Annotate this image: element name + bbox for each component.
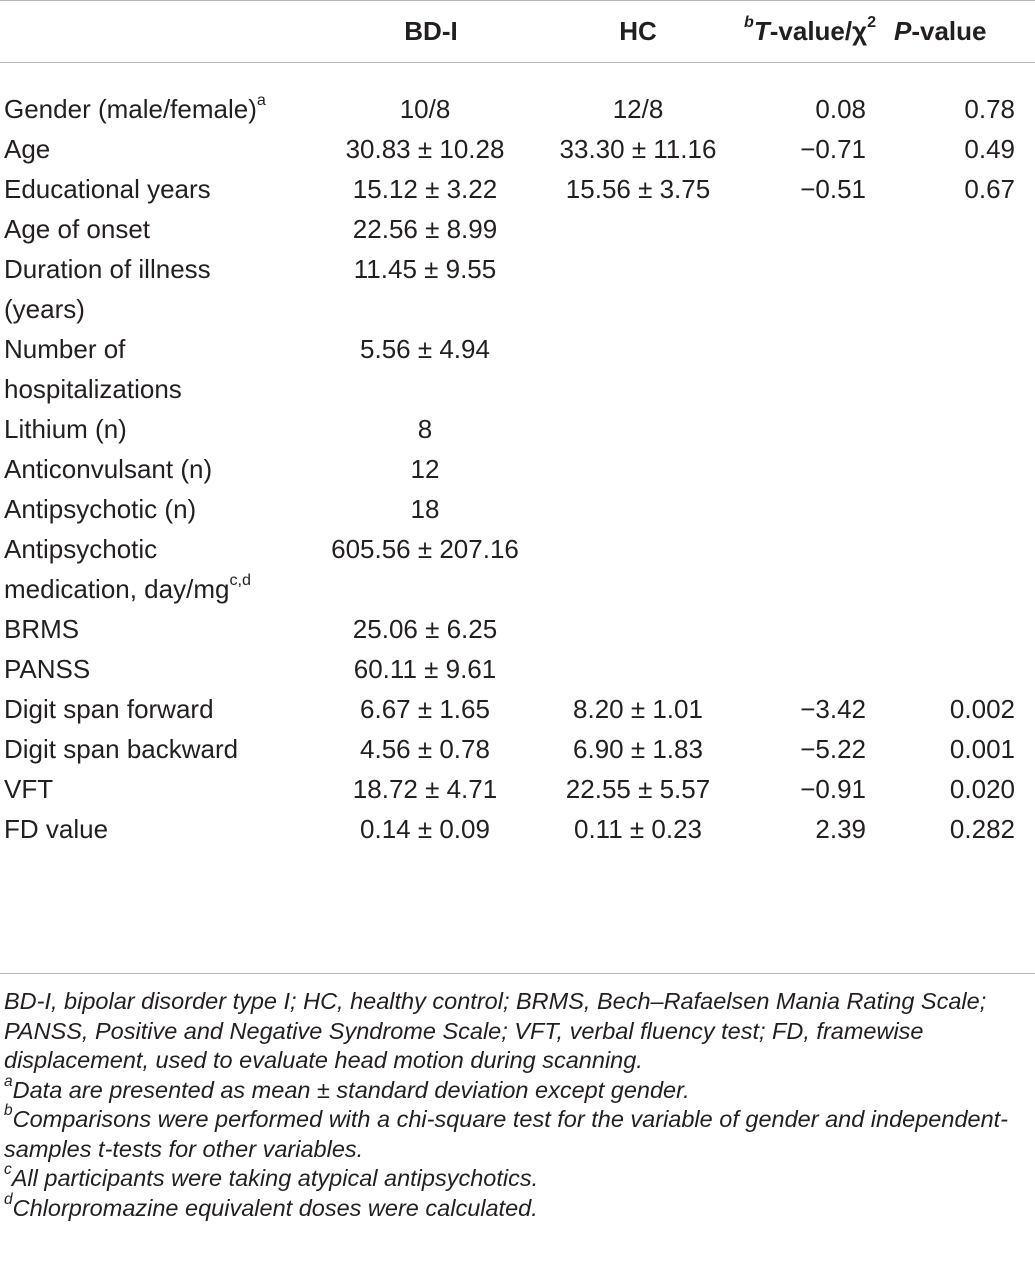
row-label-text: Digit span forward bbox=[4, 694, 214, 724]
cell-p-value bbox=[888, 62, 1035, 129]
cell-bd-i bbox=[312, 449, 538, 489]
header-blank bbox=[0, 0, 312, 62]
cell-hc-text: 15.56 ± 3.75 bbox=[565, 174, 711, 204]
cell-p-value bbox=[888, 689, 1035, 729]
cell-p-value-text: 0.002 bbox=[949, 694, 1015, 724]
table-header-row bbox=[0, 0, 1035, 62]
cell-bd-i-text: 5.56 ± 4.94 bbox=[360, 334, 490, 364]
cell-t-value-text: −0.51 bbox=[800, 174, 866, 204]
cell-bd-i-text: 18.72 ± 4.71 bbox=[352, 774, 498, 804]
cell-bd-i bbox=[312, 409, 538, 449]
cell-bd-i bbox=[312, 529, 538, 609]
row-label-text: Lithium (n) bbox=[4, 414, 127, 444]
row-label bbox=[0, 689, 312, 729]
row-label-text: Duration of illness (years) bbox=[4, 254, 211, 324]
cell-hc bbox=[538, 769, 738, 809]
cell-t-value bbox=[738, 649, 888, 689]
cell-t-value bbox=[738, 409, 888, 449]
cell-t-value bbox=[738, 62, 888, 129]
cell-hc bbox=[538, 489, 738, 529]
row-label-text: Digit span backward bbox=[4, 734, 239, 764]
table-row bbox=[0, 62, 1035, 129]
table-row bbox=[0, 689, 1035, 729]
table-row bbox=[0, 449, 1035, 489]
row-label-text: Antipsychotic (n) bbox=[4, 494, 197, 524]
cell-t-value bbox=[738, 689, 888, 729]
cell-hc bbox=[538, 169, 738, 209]
cell-bd-i-text: 10/8 bbox=[399, 94, 451, 124]
table-row bbox=[0, 329, 1035, 409]
cell-t-value bbox=[738, 609, 888, 649]
cell-t-value bbox=[738, 169, 888, 209]
header-p-main: -value bbox=[911, 16, 987, 46]
row-label-text: Anticonvulsant (n) bbox=[4, 454, 213, 484]
row-label-text: Educational years bbox=[4, 174, 211, 204]
header-t-sup: b bbox=[744, 13, 754, 32]
cell-bd-i-text: 8 bbox=[417, 414, 433, 444]
cell-hc bbox=[538, 249, 738, 329]
footnote-text: Data are presented as mean ± standard deviation except gender. bbox=[12, 1076, 690, 1103]
cell-bd-i-text: 22.56 ± 8.99 bbox=[352, 214, 498, 244]
cell-bd-i-text: 12 bbox=[410, 454, 440, 484]
row-label-text: Age of onset bbox=[4, 214, 150, 244]
header-t-italic: T bbox=[753, 16, 770, 46]
cell-bd-i bbox=[312, 689, 538, 729]
cell-t-value-text: −5.22 bbox=[800, 734, 866, 764]
footnote-mark: c bbox=[4, 1161, 12, 1179]
cell-bd-i bbox=[312, 769, 538, 809]
row-label bbox=[0, 62, 312, 129]
row-label bbox=[0, 129, 312, 169]
cell-t-value-text: −0.71 bbox=[800, 134, 866, 164]
cell-t-value-text: 0.08 bbox=[815, 94, 866, 124]
row-label bbox=[0, 529, 312, 609]
cell-bd-i bbox=[312, 129, 538, 169]
cell-bd-i bbox=[312, 649, 538, 689]
cell-hc bbox=[538, 449, 738, 489]
cell-bd-i-text: 60.11 ± 9.61 bbox=[353, 654, 497, 684]
cell-hc bbox=[538, 609, 738, 649]
footnote-mark: b bbox=[4, 1102, 13, 1120]
row-label-text: BRMS bbox=[4, 614, 80, 644]
cell-bd-i-text: 6.67 ± 1.65 bbox=[360, 694, 490, 724]
cell-t-value bbox=[738, 129, 888, 169]
cell-bd-i bbox=[312, 169, 538, 209]
table-row bbox=[0, 249, 1035, 329]
row-label bbox=[0, 169, 312, 209]
header-bd-i: BD-I bbox=[404, 16, 458, 46]
table-row bbox=[0, 649, 1035, 689]
cell-t-value bbox=[738, 209, 888, 249]
footnote-abbreviations: BD-I, bipolar disorder type I; HC, healthy control; BRMS, Bech–Rafaelsen Mania Rating Scale; PANSS, Positive and Negative Syndrome Scale; VFT, verbal fluency test; FD, framewise displacement, used to evaluate head motion during scanning. bbox=[4, 988, 987, 1073]
cell-bd-i-text: 0.14 ± 0.09 bbox=[360, 814, 490, 844]
cell-bd-i-text: 4.56 ± 0.78 bbox=[360, 734, 490, 764]
cell-hc bbox=[538, 409, 738, 449]
cell-hc bbox=[538, 729, 738, 769]
table-row bbox=[0, 129, 1035, 169]
cell-bd-i bbox=[312, 329, 538, 409]
cell-p-value bbox=[888, 529, 1035, 609]
cell-hc bbox=[538, 529, 738, 609]
cell-bd-i-text: 25.06 ± 6.25 bbox=[352, 614, 498, 644]
footnote-text: Chlorpromazine equivalent doses were calculated. bbox=[12, 1194, 538, 1221]
cell-bd-i bbox=[312, 609, 538, 649]
cell-hc bbox=[538, 129, 738, 169]
header-p-italic: P bbox=[894, 16, 912, 46]
table-row bbox=[0, 529, 1035, 609]
footnote-text: All participants were taking atypical antipsychotics. bbox=[11, 1165, 539, 1191]
table-row bbox=[0, 489, 1035, 529]
cell-bd-i-text: 11.45 ± 9.55 bbox=[353, 254, 497, 284]
cell-p-value-text: 0.020 bbox=[949, 774, 1015, 804]
table-row bbox=[0, 409, 1035, 449]
cell-bd-i-text: 15.12 ± 3.22 bbox=[352, 174, 498, 204]
table-body bbox=[0, 62, 1035, 849]
table-bottom-rule bbox=[0, 973, 1035, 974]
footnote-mark: a bbox=[4, 1072, 13, 1090]
cell-t-value bbox=[738, 769, 888, 809]
row-label-text: Age bbox=[4, 134, 51, 164]
row-label bbox=[0, 809, 312, 849]
cell-t-value bbox=[738, 809, 888, 849]
row-label bbox=[0, 649, 312, 689]
row-label-text: Number of hospitalizations bbox=[4, 334, 182, 404]
cell-p-value bbox=[888, 729, 1035, 769]
footnote-a bbox=[4, 1072, 1032, 1106]
cell-p-value bbox=[888, 489, 1035, 529]
cell-p-value bbox=[888, 809, 1035, 849]
table-row bbox=[0, 169, 1035, 209]
row-label bbox=[0, 329, 312, 409]
footnote-c bbox=[4, 1161, 1032, 1194]
row-label bbox=[0, 769, 312, 809]
cell-hc bbox=[538, 329, 738, 409]
cell-p-value-text: 0.49 bbox=[964, 134, 1015, 164]
row-label-superscript: a bbox=[256, 91, 266, 110]
row-label bbox=[0, 489, 312, 529]
cell-hc-text: 22.55 ± 5.57 bbox=[565, 774, 711, 804]
cell-t-value-text: 2.39 bbox=[815, 814, 866, 844]
row-label bbox=[0, 249, 312, 329]
cell-p-value bbox=[888, 169, 1035, 209]
row-label-text: VFT bbox=[4, 774, 54, 804]
footnote-b bbox=[4, 1102, 1032, 1164]
cell-t-value bbox=[738, 729, 888, 769]
row-label-text: Gender (male/female) bbox=[4, 94, 257, 124]
cell-p-value bbox=[888, 209, 1035, 249]
header-p-value bbox=[888, 0, 1035, 62]
cell-p-value bbox=[888, 649, 1035, 689]
cell-hc bbox=[538, 62, 738, 129]
table-footnotes bbox=[4, 987, 1032, 1223]
cell-hc bbox=[538, 809, 738, 849]
cell-bd-i bbox=[312, 249, 538, 329]
row-label-superscript: c,d bbox=[229, 571, 251, 590]
table-row bbox=[0, 769, 1035, 809]
row-label bbox=[0, 409, 312, 449]
cell-hc-text: 33.30 ± 11.16 bbox=[559, 134, 717, 164]
cell-hc-text: 12/8 bbox=[612, 94, 664, 124]
table-row bbox=[0, 729, 1035, 769]
cell-t-value bbox=[738, 489, 888, 529]
cell-p-value bbox=[888, 329, 1035, 409]
row-label-text: PANSS bbox=[4, 654, 91, 684]
header-t-main: -value/χ bbox=[769, 16, 868, 46]
row-label bbox=[0, 209, 312, 249]
table-row bbox=[0, 809, 1035, 849]
cell-p-value bbox=[888, 129, 1035, 169]
cell-t-value bbox=[738, 529, 888, 609]
header-chi-sup: 2 bbox=[867, 13, 877, 32]
cell-p-value bbox=[888, 409, 1035, 449]
cell-bd-i bbox=[312, 209, 538, 249]
cell-hc-text: 0.11 ± 0.23 bbox=[574, 814, 702, 844]
cell-bd-i-text: 18 bbox=[410, 494, 440, 524]
cell-bd-i bbox=[312, 489, 538, 529]
cell-t-value bbox=[738, 329, 888, 409]
cell-hc bbox=[538, 209, 738, 249]
footnote-mark: d bbox=[4, 1190, 13, 1208]
footnote-d bbox=[4, 1190, 1032, 1224]
cell-t-value-text: −0.91 bbox=[800, 774, 866, 804]
row-label bbox=[0, 729, 312, 769]
row-label-text: FD value bbox=[4, 814, 109, 844]
cell-p-value-text: 0.001 bbox=[949, 734, 1015, 764]
cell-p-value bbox=[888, 449, 1035, 489]
cell-p-value bbox=[888, 249, 1035, 329]
table-row bbox=[0, 609, 1035, 649]
cell-bd-i bbox=[312, 809, 538, 849]
cell-hc-text: 8.20 ± 1.01 bbox=[573, 694, 703, 724]
cell-bd-i-text: 30.83 ± 10.28 bbox=[345, 134, 505, 164]
cell-p-value-text: 0.282 bbox=[949, 814, 1015, 844]
row-label-text: Antipsychotic medication, day/mg bbox=[4, 534, 230, 604]
cell-bd-i-text: 605.56 ± 207.16 bbox=[331, 534, 519, 564]
footnote-text: Comparisons were performed with a chi-square test for the variable of gender and independent-samples t-tests for other variables. bbox=[4, 1106, 1009, 1162]
cell-p-value bbox=[888, 769, 1035, 809]
cell-t-value bbox=[738, 249, 888, 329]
cell-hc-text: 6.90 ± 1.83 bbox=[573, 734, 703, 764]
cell-t-value bbox=[738, 449, 888, 489]
header-t-value bbox=[738, 0, 888, 62]
cell-t-value-text: −3.42 bbox=[800, 694, 866, 724]
row-label bbox=[0, 449, 312, 489]
cell-p-value-text: 0.78 bbox=[964, 94, 1015, 124]
cell-bd-i bbox=[312, 729, 538, 769]
cell-p-value bbox=[888, 609, 1035, 649]
table-row bbox=[0, 209, 1035, 249]
cell-p-value-text: 0.67 bbox=[964, 174, 1015, 204]
cell-hc bbox=[538, 649, 738, 689]
row-label bbox=[0, 609, 312, 649]
cell-bd-i bbox=[312, 62, 538, 129]
cell-hc bbox=[538, 689, 738, 729]
footnote-notes bbox=[4, 1072, 1032, 1224]
header-hc: HC bbox=[619, 16, 657, 46]
